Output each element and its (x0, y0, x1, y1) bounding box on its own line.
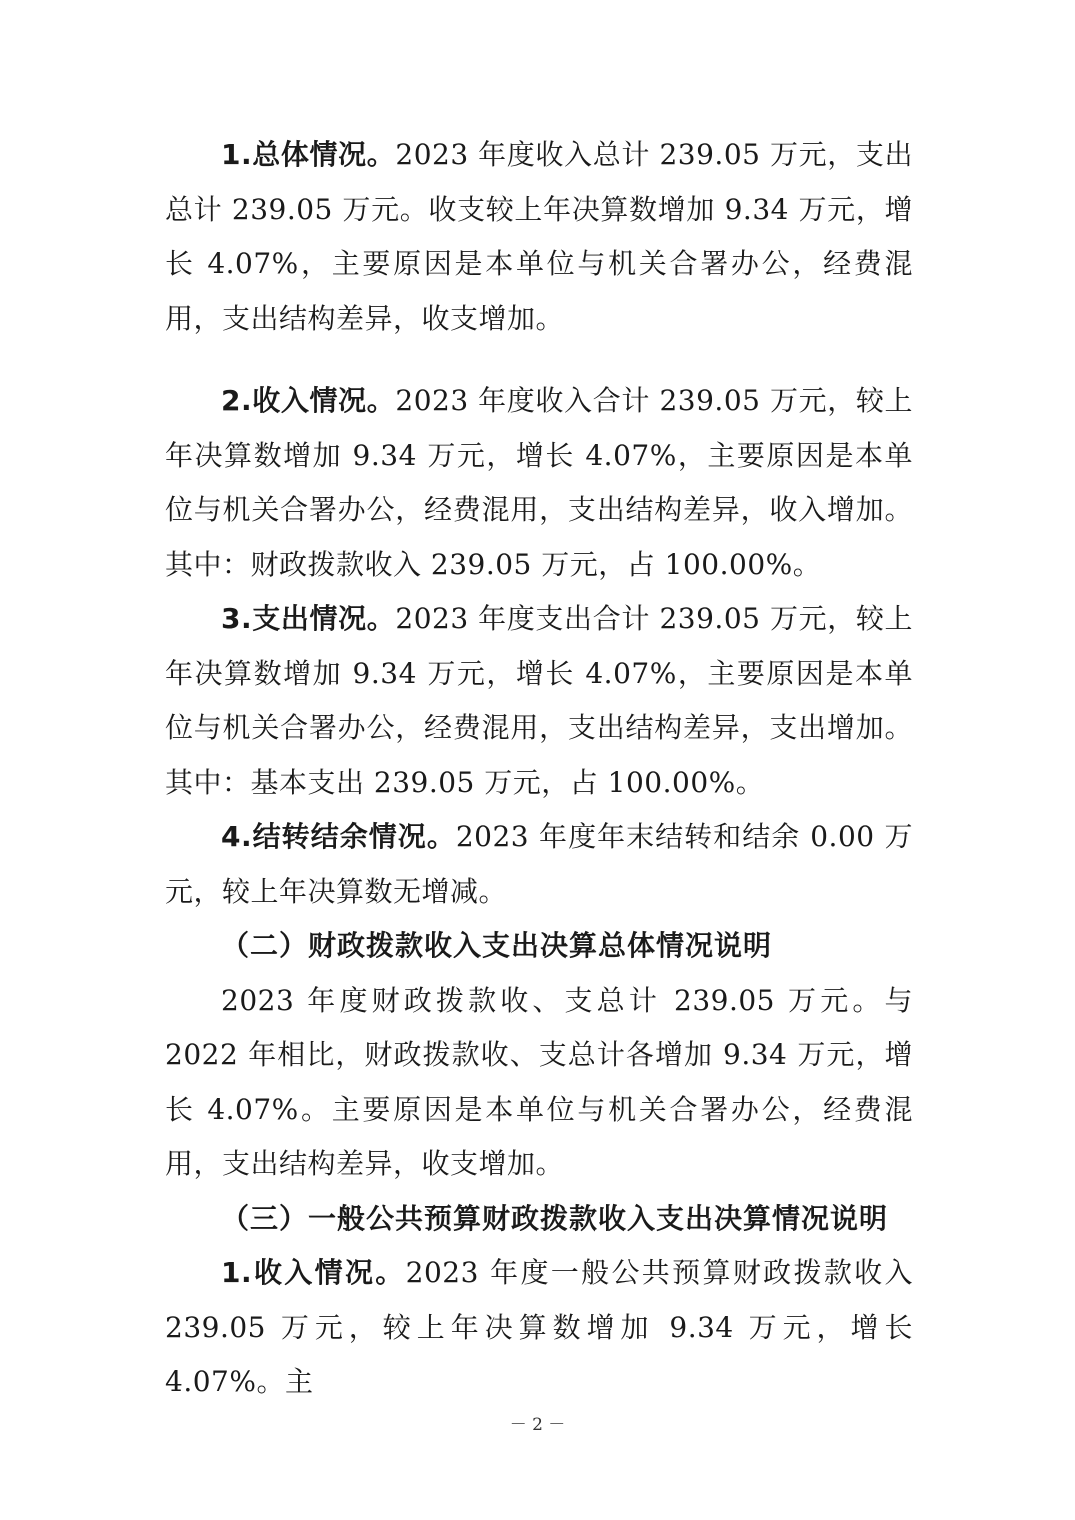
paragraph-text: 2023 年度支出合计 239.05 万元，较上年决算数增加 9.34 万元，增长 4.07%，主要原因是本单位与机关合署办公，经费混用，支出结构差异，支出增加。其中：基本支出 239.05 万元，占 100.00%。 (165, 602, 913, 799)
paragraph-carryover (165, 810, 913, 919)
paragraph-lead: 1.总体情况。 (221, 138, 396, 171)
document-body (165, 128, 913, 1410)
paragraph-fiscal-total (165, 974, 913, 1192)
section-heading-3: （三）一般公共预算财政拨款收入支出决算情况说明 (221, 1201, 889, 1235)
paragraph-text: 2023 年度收入总计 239.05 万元，支出总计 239.05 万元。收支较上年决算数增加 9.34 万元，增长 4.07%，主要原因是本单位与机关合署办公，经费混用，支出结构差异，收支增加。 (165, 138, 913, 335)
paragraph-lead: 2.收入情况。 (221, 384, 396, 417)
paragraph-text: 2023 年度年末结转和结余 0.00 万元，较上年决算数无增减。 (165, 820, 914, 908)
section-heading-2: （二）财政拨款收入支出决算总体情况说明 (221, 929, 773, 962)
paragraph-general-income (165, 1246, 913, 1410)
paragraph-expenditure (165, 592, 913, 810)
paragraph-lead: 1.收入情况。 (221, 1256, 406, 1289)
paragraph-lead: 4.结转结余情况。 (221, 820, 456, 853)
page-number: － 2 － (509, 1415, 566, 1435)
paragraph-text: 2023 年度一般公共预算财政拨款收入 239.05 万元，较上年决算数增加 9.34 万元，增长 4.07%。主 (165, 1256, 913, 1398)
paragraph-lead: 3.支出情况。 (221, 602, 396, 635)
paragraph-income (165, 374, 913, 592)
paragraph-overall (165, 128, 913, 346)
paragraph-text: 2023 年度财政拨款收、支总计 239.05 万元。与 2022 年相比，财政拨款收、支总计各增加 9.34 万元，增长 4.07%。主要原因是本单位与机关合署办公，经费混用，支出结构差异，收支增加。 (165, 983, 913, 1180)
paragraph-text: 2023 年度收入合计 239.05 万元，较上年决算数增加 9.34 万元，增长 4.07%，主要原因是本单位与机关合署办公，经费混用，支出结构差异，收入增加。其中：财政拨款收入 239.05 万元，占 100.00%。 (165, 384, 913, 581)
